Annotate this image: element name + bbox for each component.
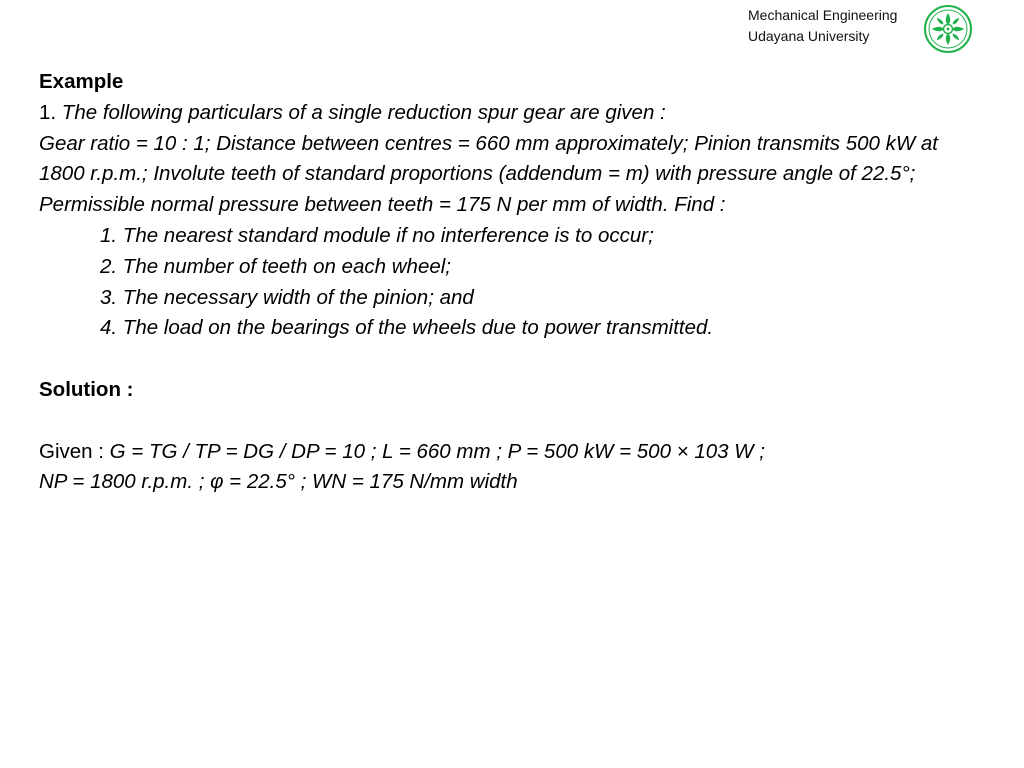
find-item-4: 4. The load on the bearings of the wheels due to power transmitted. (100, 316, 714, 340)
slide-content (39, 67, 979, 498)
spacer (39, 406, 979, 437)
find-item-1: 1. The nearest standard module if no interference is to occur; (100, 223, 654, 247)
header-affiliation (748, 5, 897, 47)
problem-number: 1. (39, 100, 62, 124)
given-line-1 (39, 437, 979, 468)
department-name: Mechanical Engineering (748, 7, 898, 23)
find-item-3: 3. The necessary width of the pinion; and (100, 285, 474, 309)
problem-statement (39, 98, 979, 129)
university-seal-icon (924, 5, 972, 53)
given-values-1: G = TG / TP = DG / DP = 10 ; L = 660 mm ; P = 500 kW = 500 × 103 W ; (109, 439, 765, 463)
example-heading: Example (39, 70, 124, 93)
given-label: Given : (39, 439, 110, 463)
problem-body: Gear ratio = 10 : 1; Distance between centres = 660 mm approximately; Pinion transmits 500 kW at 1800 r.p.m.; Involute teeth of standard proportions (addendum = m) with pressure angle of 22.5°; Permissible normal pressure between teeth = 175 N per mm of width. Find : (39, 131, 939, 217)
find-item-2: 2. The number of teeth on each wheel; (100, 254, 452, 278)
university-name: Udayana University (748, 28, 870, 44)
solution-heading: Solution : (39, 377, 134, 401)
spacer (39, 344, 979, 375)
given-values-2: NP = 1800 r.p.m. ; φ = 22.5° ; WN = 175 N/mm width (39, 470, 518, 494)
problem-intro: The following particulars of a single reduction spur gear are given : (61, 100, 666, 124)
